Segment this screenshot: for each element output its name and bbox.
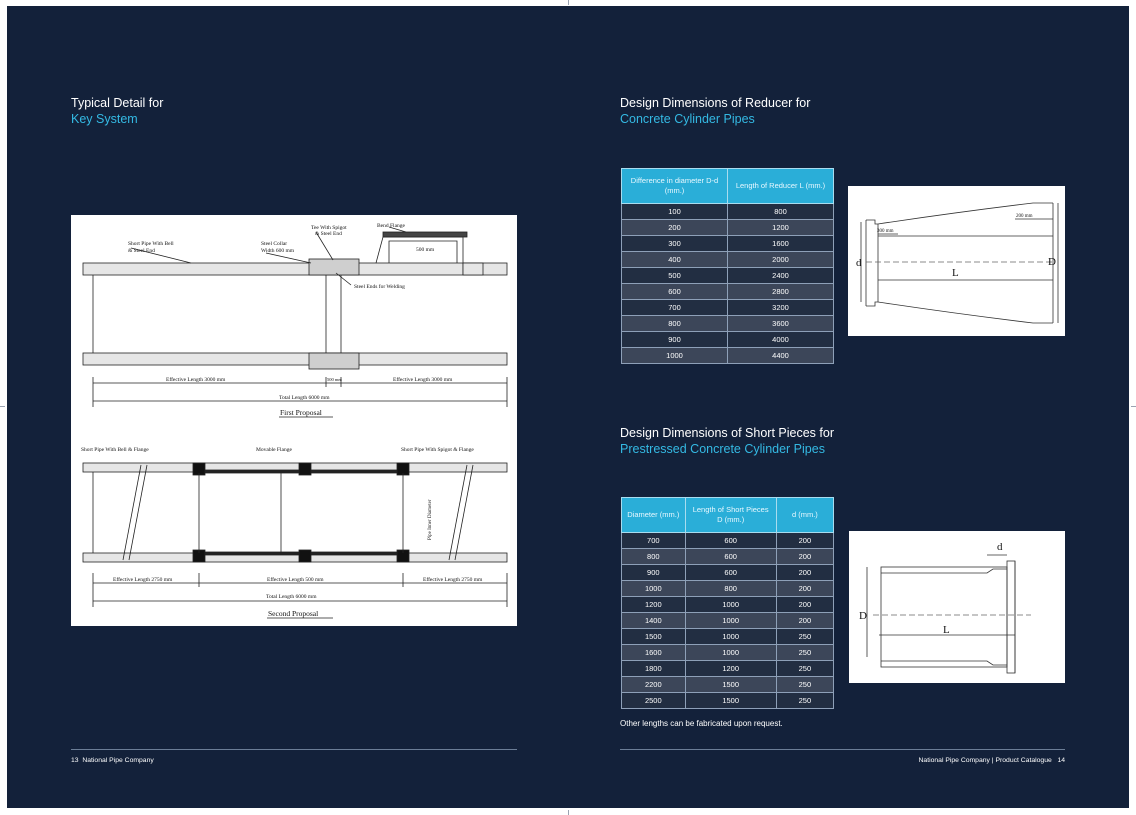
footer-rule-left xyxy=(71,749,517,750)
steel-collar xyxy=(309,259,359,275)
table-cell: 250 xyxy=(776,645,833,661)
table-cell: 1000 xyxy=(685,613,776,629)
table-cell: 1000 xyxy=(685,645,776,661)
label-eff-left-2: Effective Length 2750 mm xyxy=(113,577,173,583)
table-cell: 1600 xyxy=(622,645,686,661)
label-steel-ends: Steel Ends for Welding xyxy=(354,284,405,290)
flange xyxy=(299,463,311,475)
table-row xyxy=(622,581,834,597)
table-cell: 200 xyxy=(776,597,833,613)
footer-rule-right xyxy=(620,749,1065,750)
table-cell: 1200 xyxy=(728,220,834,236)
table-cell: 800 xyxy=(685,581,776,597)
label-pipe-inner-diameter: Pipe Inner Diameter xyxy=(428,499,433,540)
table-cell: 2800 xyxy=(728,284,834,300)
table-cell: 2000 xyxy=(728,252,834,268)
short-pieces-title xyxy=(620,425,834,457)
reducer-header-diff: Difference in diameter D-d (mm.) xyxy=(622,169,728,204)
label-total-2: Total Length 6000 mm xyxy=(266,594,317,600)
table-row xyxy=(622,268,834,284)
title-line-2: Key System xyxy=(71,112,138,126)
table-row xyxy=(622,348,834,364)
table-cell: 3200 xyxy=(728,300,834,316)
table-cell: 1000 xyxy=(622,581,686,597)
table-cell: 300 xyxy=(622,236,728,252)
crop-mark xyxy=(0,406,5,407)
table-row xyxy=(622,565,834,581)
table-row xyxy=(622,693,834,709)
title-line-1: Typical Detail for xyxy=(71,96,164,110)
top-concrete-wall xyxy=(83,263,507,275)
label-sp-spigot-flange: Short Pipe With Spigot & Flange xyxy=(401,447,474,453)
short-header-d: d (mm.) xyxy=(776,498,833,533)
short-label-L: L xyxy=(943,624,950,636)
table-cell: 200 xyxy=(776,613,833,629)
short-pieces-title-line-2: Prestressed Concrete Cylinder Pipes xyxy=(620,442,825,456)
table-cell: 1500 xyxy=(622,629,686,645)
footer-left xyxy=(71,757,154,764)
label-eff-right-2: Effective Length 2750 mm xyxy=(423,577,483,583)
short-piece-svg xyxy=(849,531,1065,683)
table-row xyxy=(622,629,834,645)
table-cell: 800 xyxy=(728,204,834,220)
label-gap-1: 500 mm xyxy=(327,377,342,382)
table-cell: 3600 xyxy=(728,316,834,332)
fabrication-note: Other lengths can be fabricated upon request. xyxy=(620,719,783,728)
label-eff-mid-2: Effective Length 500 mm xyxy=(267,577,324,583)
short-label-d: d xyxy=(997,541,1003,553)
table-cell: 200 xyxy=(776,533,833,549)
bottom-concrete-wall xyxy=(83,353,507,365)
table-row xyxy=(622,252,834,268)
label-bend-flange: Bend Flange xyxy=(377,223,405,229)
reducer-table xyxy=(621,168,834,364)
table-cell: 2200 xyxy=(622,677,686,693)
crop-mark xyxy=(568,0,569,5)
reducer-label-d: d xyxy=(856,257,862,269)
table-cell: 600 xyxy=(685,533,776,549)
table-cell: 1200 xyxy=(685,661,776,677)
table-cell: 1500 xyxy=(685,677,776,693)
table-row xyxy=(622,300,834,316)
footer-company-left: National Pipe Company xyxy=(82,757,154,764)
table-cell: 600 xyxy=(622,284,728,300)
table-cell: 2400 xyxy=(728,268,834,284)
label-movable-flange: Movable Flange xyxy=(256,447,292,453)
table-cell: 200 xyxy=(622,220,728,236)
short-piece-diagram xyxy=(849,531,1065,683)
table-cell: 1000 xyxy=(622,348,728,364)
reducer-dim-right: 200 mm xyxy=(1016,214,1033,219)
label-total-1: Total Length 6000 mm xyxy=(279,395,330,401)
crop-mark xyxy=(1131,406,1136,407)
reducer-title-line-2: Concrete Cylinder Pipes xyxy=(620,112,755,126)
table-cell: 900 xyxy=(622,565,686,581)
label-second-proposal: Second Proposal xyxy=(268,609,319,618)
page-number-right: 14 xyxy=(1057,757,1065,764)
label-first-proposal: First Proposal xyxy=(280,408,322,417)
label-short-pipe-2: & Steel End xyxy=(128,248,155,254)
label-steel-collar-2: Width 600 mm xyxy=(261,248,295,254)
table-cell: 1600 xyxy=(728,236,834,252)
key-system-svg xyxy=(71,215,517,626)
table-cell: 1400 xyxy=(622,613,686,629)
table-cell: 800 xyxy=(622,549,686,565)
table-row xyxy=(622,549,834,565)
table-row xyxy=(622,284,834,300)
table-row xyxy=(622,613,834,629)
table-cell: 1000 xyxy=(685,597,776,613)
table-row xyxy=(622,316,834,332)
table-row xyxy=(622,533,834,549)
table-cell: 700 xyxy=(622,533,686,549)
table-cell: 900 xyxy=(622,332,728,348)
key-system-title xyxy=(71,95,163,127)
table-cell: 1200 xyxy=(622,597,686,613)
reducer-title-line-1: Design Dimensions of Reducer for xyxy=(620,96,811,110)
reducer-label-D: D xyxy=(1048,256,1056,268)
footer-company-right: National Pipe Company | Product Catalogue xyxy=(918,757,1052,764)
crop-mark xyxy=(568,810,569,815)
table-row xyxy=(622,204,834,220)
table-cell: 500 xyxy=(622,268,728,284)
table-cell: 4400 xyxy=(728,348,834,364)
label-dim-500: 500 mm xyxy=(416,247,435,253)
table-row xyxy=(622,236,834,252)
reducer-svg xyxy=(848,186,1065,336)
table-row xyxy=(622,220,834,236)
table-cell: 600 xyxy=(685,549,776,565)
table-cell: 250 xyxy=(776,677,833,693)
page-number-left: 13 xyxy=(71,757,79,764)
short-header-diameter: Diameter (mm.) xyxy=(622,498,686,533)
short-header-length: Length of Short Pieces D (mm.) xyxy=(685,498,776,533)
table-cell: 200 xyxy=(776,549,833,565)
table-row xyxy=(622,332,834,348)
table-cell: 250 xyxy=(776,661,833,677)
short-pieces-title-line-1: Design Dimensions of Short Pieces for xyxy=(620,426,834,440)
label-steel-collar: Steel Collar xyxy=(261,241,288,247)
table-cell: 1500 xyxy=(685,693,776,709)
reducer-header-length: Length of Reducer L (mm.) xyxy=(728,169,834,204)
table-cell: 250 xyxy=(776,693,833,709)
reducer-title xyxy=(620,95,810,127)
key-system-drawing xyxy=(71,215,517,626)
table-cell: 700 xyxy=(622,300,728,316)
label-eff-left-1: Effective Length 3000 mm xyxy=(166,377,226,383)
label-tee-2: & Steel End xyxy=(315,231,342,237)
table-cell: 4000 xyxy=(728,332,834,348)
table-cell: 400 xyxy=(622,252,728,268)
table-cell: 100 xyxy=(622,204,728,220)
label-short-pipe: Short Pipe With Bell xyxy=(128,241,174,247)
table-row xyxy=(622,645,834,661)
table-cell: 1000 xyxy=(685,629,776,645)
short-pieces-table xyxy=(621,497,834,709)
table-cell: 2500 xyxy=(622,693,686,709)
table-cell: 600 xyxy=(685,565,776,581)
table-cell: 800 xyxy=(622,316,728,332)
table-row xyxy=(622,677,834,693)
reducer-label-L: L xyxy=(952,267,959,279)
table-row xyxy=(622,661,834,677)
short-label-D: D xyxy=(859,610,867,622)
label-eff-right-1: Effective Length 3000 mm xyxy=(393,377,453,383)
reducer-dim-left: 300 mm xyxy=(877,229,894,234)
footer-right xyxy=(620,757,1065,764)
table-cell: 200 xyxy=(776,581,833,597)
table-cell: 1800 xyxy=(622,661,686,677)
label-sp-bell-flange: Short Pipe With Bell & Flange xyxy=(81,447,149,453)
label-tee: Tee With Spigot xyxy=(311,225,347,231)
table-row xyxy=(622,597,834,613)
table-cell: 200 xyxy=(776,565,833,581)
table-cell: 250 xyxy=(776,629,833,645)
reducer-diagram xyxy=(848,186,1065,336)
